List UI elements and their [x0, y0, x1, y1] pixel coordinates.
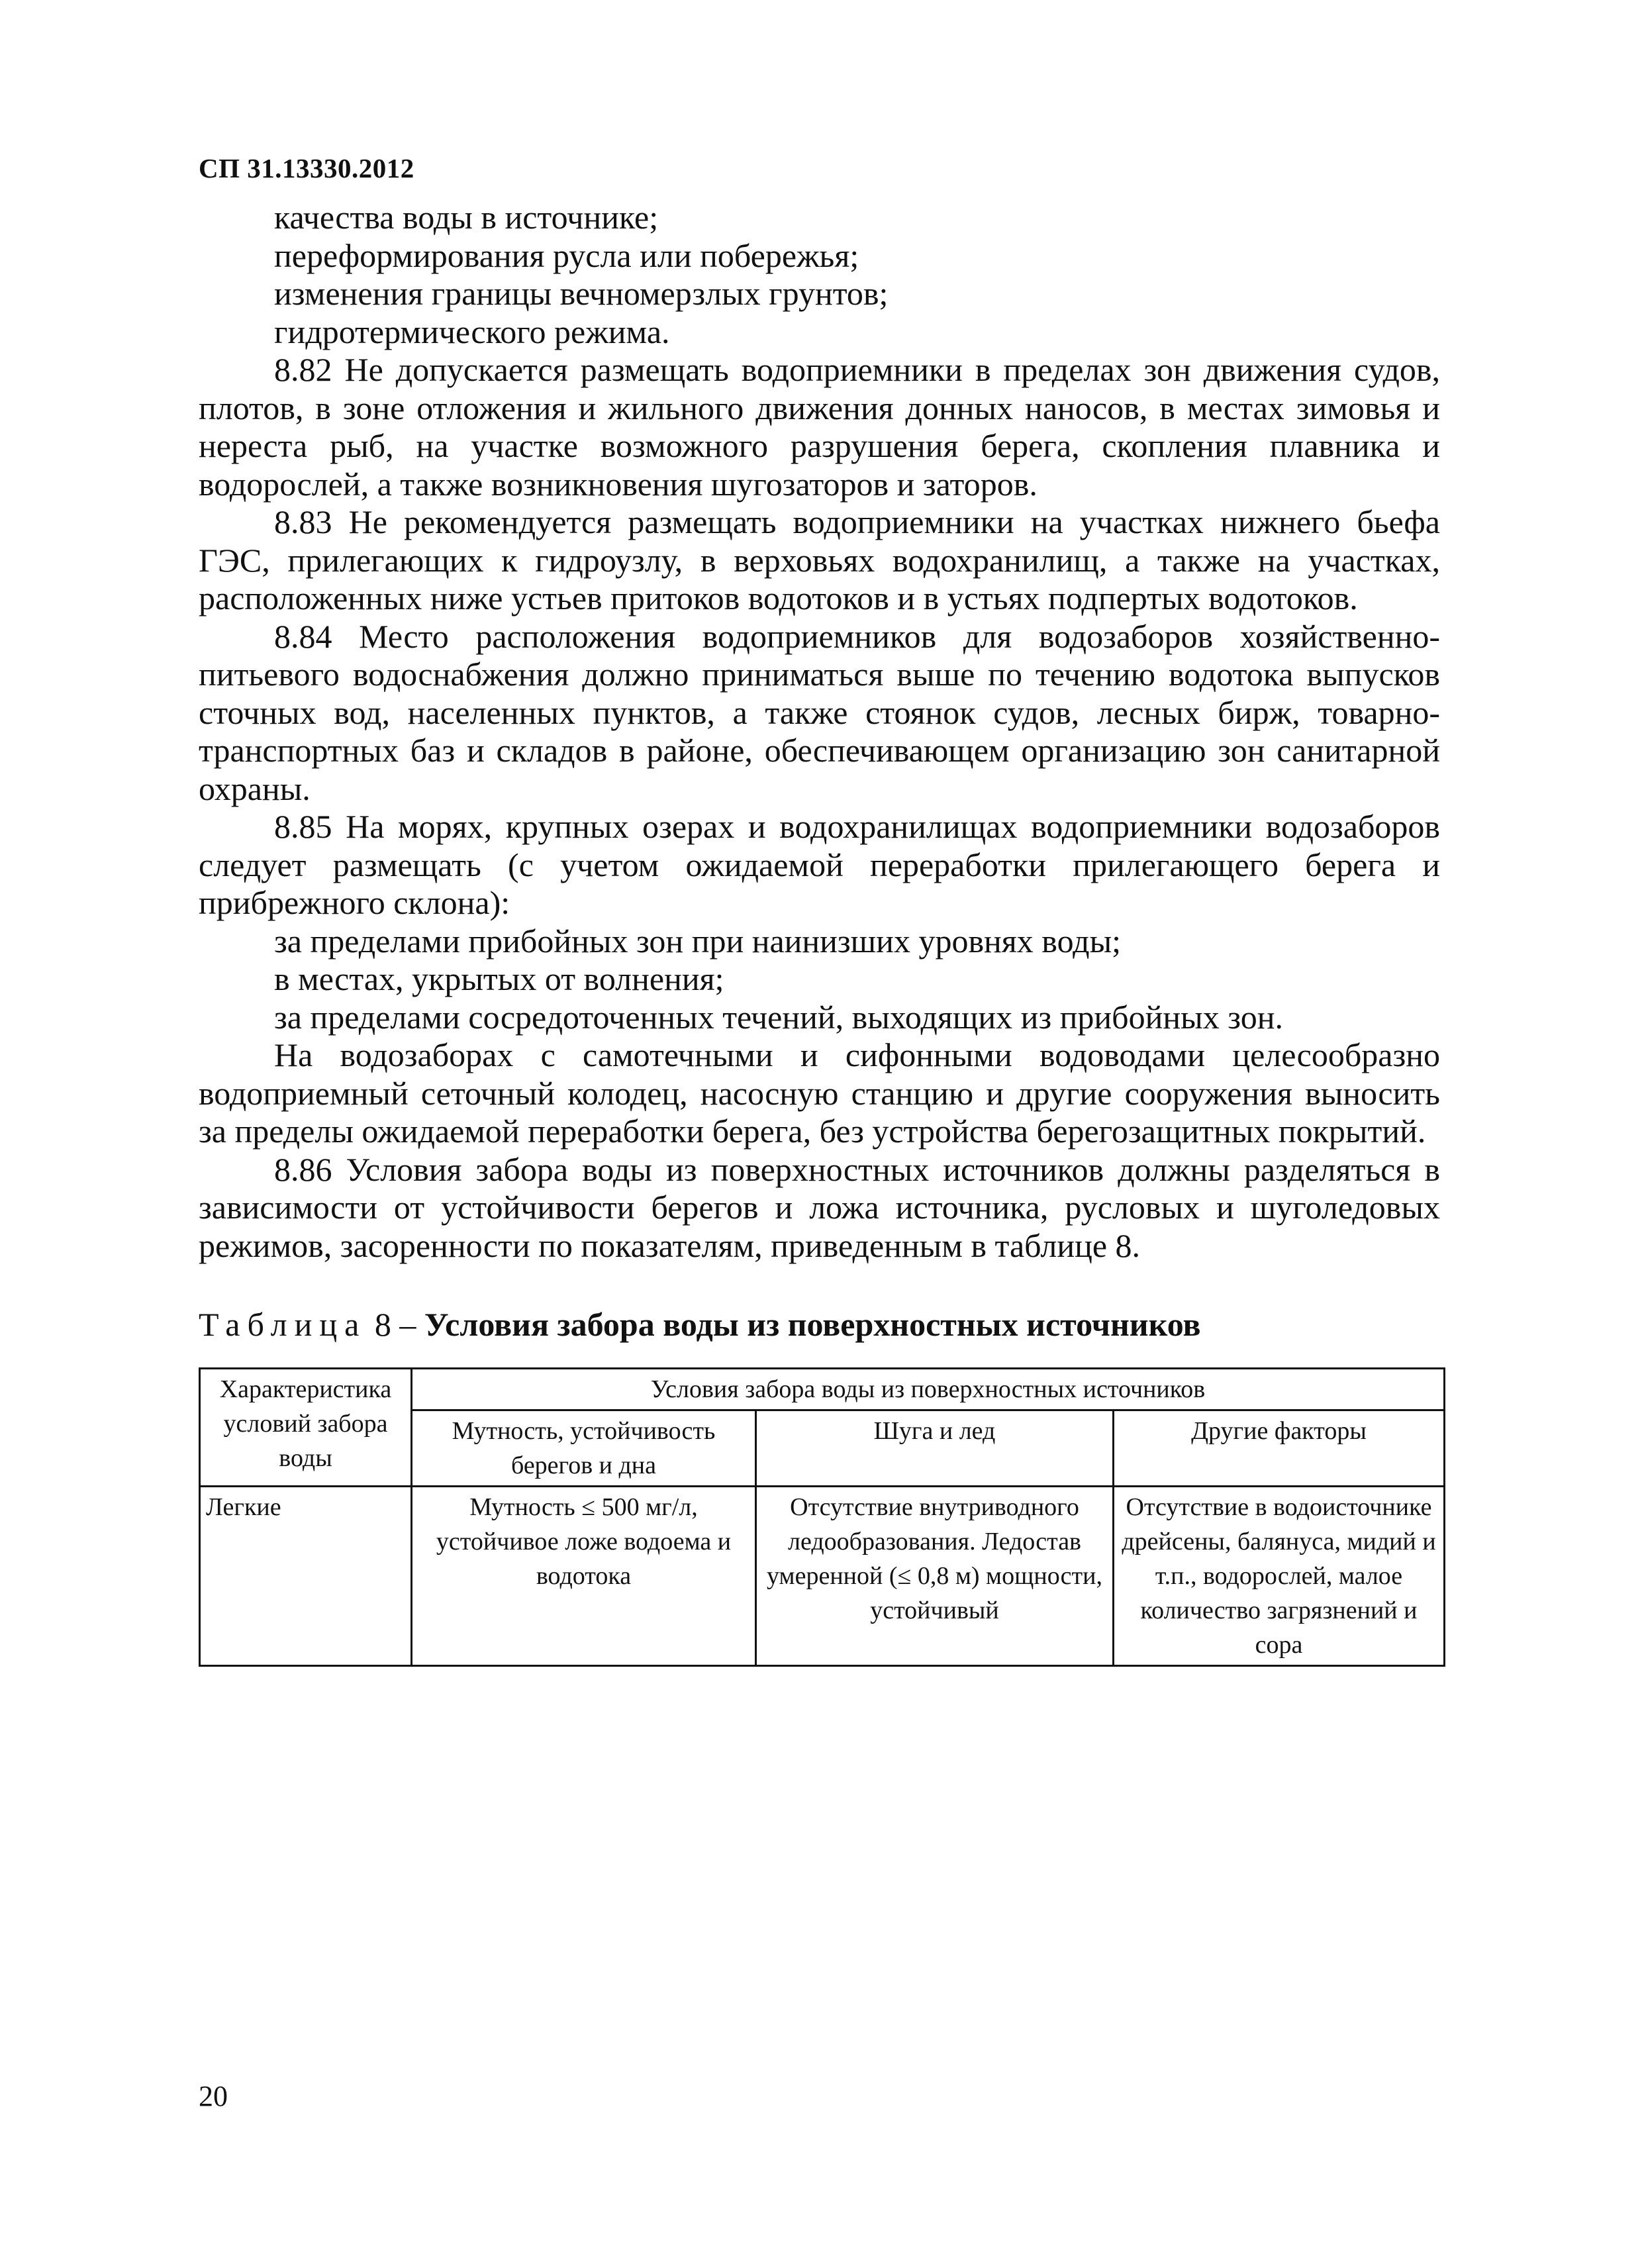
header-intake-conditions: Условия забора воды из поверхностных источников	[412, 1369, 1445, 1410]
clause-8-82: 8.82 Не допускается размещать водоприемники в пределах зон движения судов, плотов, в зоне отложения и жильного движения донных наносов, в местах зимовья и нереста рыб, на участке возможного разрушения берега, скопления плавника и водорослей, а также возникновения шугозаторов и заторов.	[199, 351, 1440, 503]
list-line: гидротермического режима.	[274, 313, 670, 350]
table-8	[199, 1367, 1445, 1667]
header-turbidity: Мутность, устойчивость берегов и дна	[412, 1410, 756, 1487]
main-text	[199, 199, 1440, 1265]
header-other-factors: Другие факторы	[1114, 1410, 1445, 1487]
clause-8-84: 8.84 Место расположения водоприемников для водозаборов хозяйственно-питьевого водоснабжения должно приниматься выше по течению водотока выпусков сточных вод, населенных пунктов, а также стоянок судов, лесных бирж, товарно-транспортных баз и складов в районе, обеспечивающем организацию зон санитарной охраны.	[199, 617, 1440, 807]
header-characteristic: Характеристика условий забора воды	[200, 1369, 412, 1487]
table-caption-label: Таблица	[199, 1306, 367, 1343]
cell-turbidity: Мутность ≤ 500 мг/л, устойчивое ложе водоема и водотока	[412, 1487, 756, 1666]
list-line: переформирования русла или побережья;	[274, 236, 859, 274]
clause-8-83: 8.83 Не рекомендуется размещать водоприемники на участках нижнего бьефа ГЭС, прилегающих к гидроузлу, в верховьях водохранилищ, а также на участках, расположенных ниже устьев притоков водотоков и в устьях подпертых водотоков.	[199, 503, 1440, 616]
document-code-header: СП 31.13330.2012	[199, 153, 414, 183]
list-line: в местах, укрытых от волнения;	[274, 960, 724, 997]
cell-slush-ice: Отсутствие внутриводного ледообразования. Ледостав умеренной (≤ 0,8 м) мощности, устойчивый	[756, 1487, 1114, 1666]
paragraph-siphon-intakes: На водозаборах с самотечными и сифонными водоводами целесообразно водоприемный сеточный колодец, насосную станцию и другие сооружения выносить за пределы ожидаемой переработки берега, без устройства берегозащитных покрытий.	[199, 1036, 1440, 1150]
header-slush-ice: Шуга и лед	[756, 1410, 1114, 1487]
list-line: за пределами сосредоточенных течений, выходящих из прибойных зон.	[274, 998, 1283, 1036]
cell-characteristic: Легкие	[200, 1487, 412, 1666]
list-line: качества воды в источнике;	[274, 199, 659, 236]
table-row	[200, 1487, 1445, 1666]
cell-other-factors: Отсутствие в водоисточнике дрейсены, балянуса, мидий и т.п., водорослей, малое количество загрязнений и сора	[1114, 1487, 1445, 1666]
table-header-row	[200, 1369, 1445, 1410]
clause-8-86: 8.86 Условия забора воды из поверхностных источников должны разделяться в зависимости от устойчивости берегов и ложа источника, русловых и шуголедовых режимов, засоренности по показателям, приведенным в таблице 8.	[199, 1150, 1440, 1264]
list-line: изменения границы вечномерзлых грунтов;	[274, 275, 889, 312]
list-line: за пределами прибойных зон при наинизших уровнях воды;	[274, 922, 1122, 960]
table-caption-title: Условия забора воды из поверхностных источников	[424, 1306, 1201, 1343]
clause-8-85: 8.85 На морях, крупных озерах и водохранилищах водоприемники водозаборов следует размещать (с учетом ожидаемой переработки прилегающего берега и прибрежного склона):	[199, 808, 1440, 921]
table-caption-number: 8 –	[374, 1306, 416, 1343]
table-caption	[199, 1305, 1201, 1344]
page-number: 20	[199, 2080, 228, 2112]
